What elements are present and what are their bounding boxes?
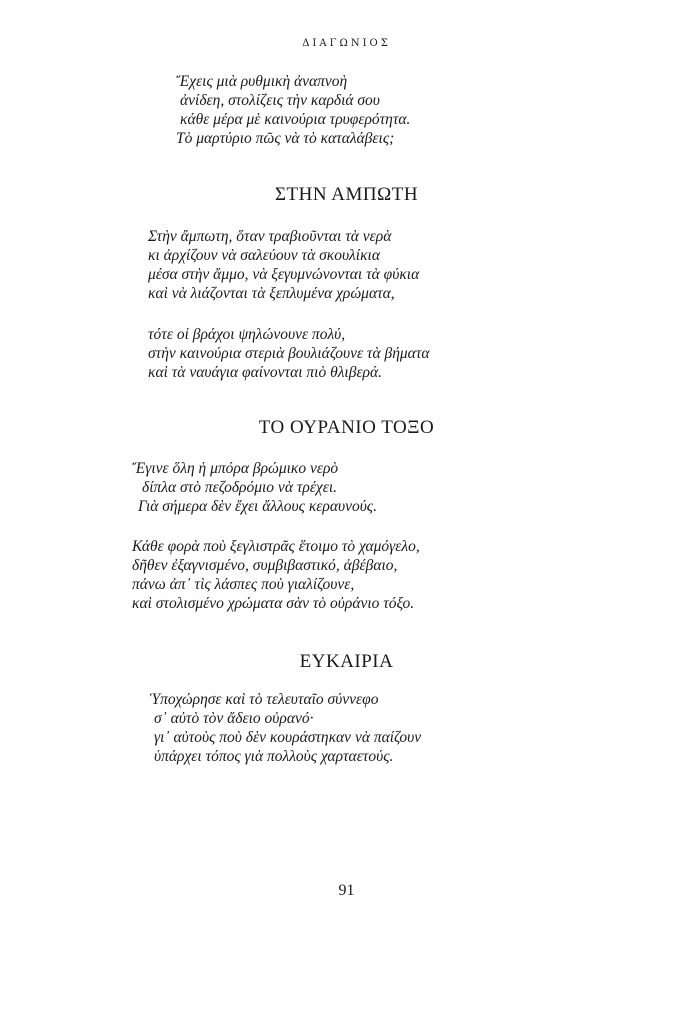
- opening-stanza: [176, 72, 410, 148]
- verse-line: καὶ στολισμένο χρώματα σὰν τὸ οὐράνιο τόξο.: [132, 595, 415, 612]
- page-number: 91: [338, 882, 355, 899]
- verse-line: καὶ νὰ λιάζονται τὰ ξεπλυμένα χρώματα,: [148, 285, 395, 302]
- poem-title: ΤΟ ΟΥΡΑΝΙΟ ΤΟΞΟ: [258, 417, 435, 438]
- stanza: [132, 459, 377, 516]
- verse-line: Ὑποχώρησε καὶ τὸ τελευταῖο σύννεφο: [150, 691, 379, 708]
- stanza: [150, 690, 421, 766]
- verse-line: δίπλα στὸ πεζοδρόμιο νὰ τρέχει.: [142, 479, 338, 496]
- verse-line: ὑπάρχει τόπος γιὰ πολλοὺς χαρταετούς.: [154, 748, 394, 765]
- verse-line: Τὸ μαρτύριο πῶς νὰ τὸ καταλάβεις;: [176, 130, 395, 147]
- verse-line: Γιὰ σήμερα δὲν ἔχει ἄλλους κεραυνούς.: [138, 498, 377, 515]
- stanza: [148, 325, 430, 382]
- verse-line: ἀνίδεη, στολίζεις τὴν καρδιά σου: [180, 92, 380, 109]
- poem-title: ΕΥΚΑΙΡΙΑ: [299, 651, 394, 672]
- verse-line: καὶ τὰ ναυάγια φαίνονται πιὸ θλιβερά.: [148, 364, 383, 381]
- verse-line: κι ἀρχίζουν νὰ σαλεύουν τὰ σκουλίκια: [148, 247, 380, 264]
- verse-line: δῆθεν ἐξαγνισμένο, συμβιβαστικό, ἀβέβαιο,: [132, 557, 398, 574]
- verse-line: Ἔγινε ὅλη ἡ μπόρα βρώμικο νερὸ: [132, 460, 339, 477]
- stanza: [132, 537, 420, 613]
- verse-line: Ἔχεις μιὰ ρυθμικὴ ἀναπνοὴ: [176, 73, 348, 90]
- running-head: ΔΙΑΓΩΝΙΟΣ: [302, 38, 391, 49]
- verse-line: τότε οἱ βράχοι ψηλώνουνε πολύ,: [148, 326, 346, 343]
- verse-line: σ᾽ αὐτὸ τὸν ἄδειο οὐρανό·: [154, 710, 314, 727]
- verse-line: στὴν καινούρια στεριὰ βουλιάζουνε τὰ βήματα: [148, 345, 430, 362]
- poem-title: ΣΤΗΝ ΑΜΠΩΤΗ: [274, 184, 419, 205]
- stanza: [148, 227, 419, 303]
- verse-line: γι᾽ αὐτοὺς ποὺ δὲν κουράστηκαν νὰ παίζουν: [154, 729, 422, 746]
- verse-line: Κάθε φορὰ ποὺ ξεγλιστρᾶς ἕτοιμο τὸ χαμόγελο,: [132, 538, 420, 555]
- verse-line: κάθε μέρα μὲ καινούρια τρυφερότητα.: [180, 111, 411, 128]
- verse-line: Στὴν ἄμπωτη, ὅταν τραβιοῦνται τὰ νερὰ: [148, 228, 392, 245]
- verse-line: μέσα στὴν ἄμμο, νὰ ξεγυμνώνονται τὰ φύκια: [148, 266, 420, 283]
- verse-line: πάνω ἀπ᾽ τὶς λάσπες ποὺ γιαλίζουνε,: [132, 576, 355, 593]
